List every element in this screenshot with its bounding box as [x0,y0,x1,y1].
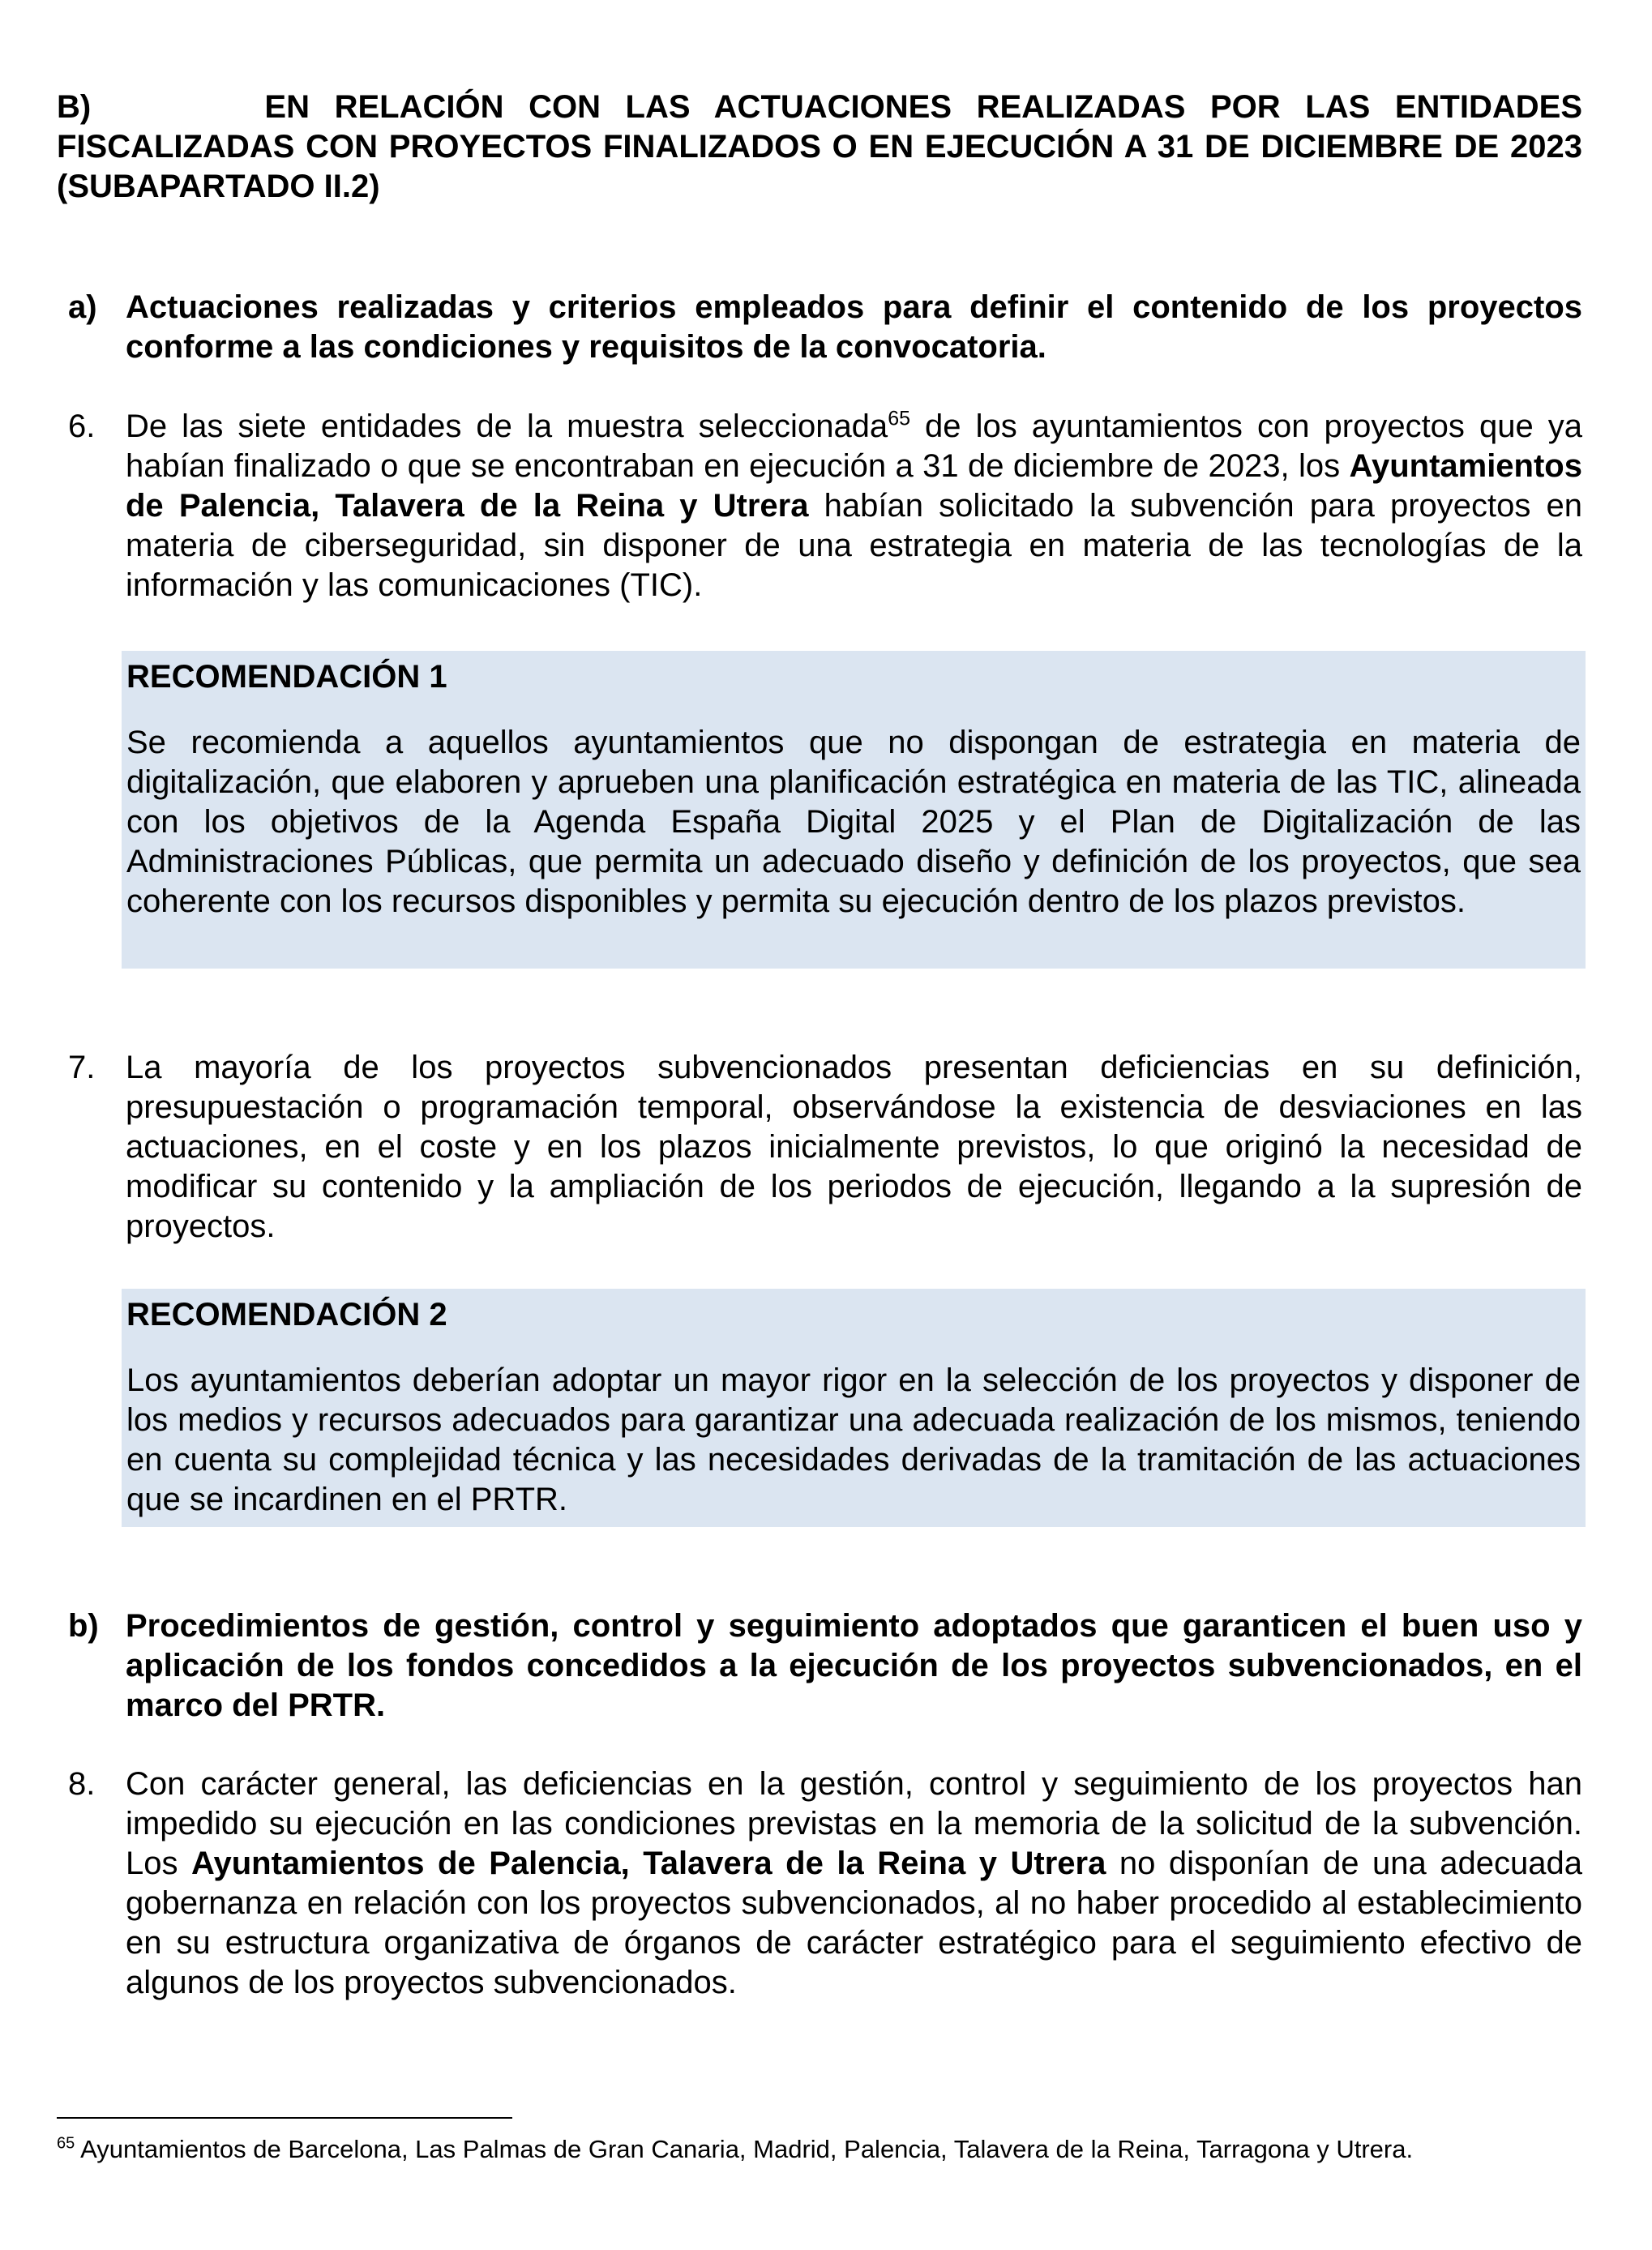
recommendation-2 [122,1289,1586,1527]
paragraph-text: habían solicitado la subvención para proyectos en materia de ciberseguridad, sin disponer de una estrategia en materia de las tecnologías de la información y las comunicaciones (TIC). [126,488,1583,603]
paragraph-bold: Ayuntamientos de Palencia, Talavera de la Reina y Utrera [126,448,1582,524]
recommendation-text: Los ayuntamientos deberían adoptar un mayor rigor en la selección de los proyectos y disponer de los medios y recursos adecuados para garantizar una adecuada realización de los mismos, teniendo en cuenta su complejidad técnica y las necesidades derivadas de la tramitación de las actuaciones que se incardinen en el PRTR. [126,1362,1581,1517]
footnote [57,2133,1589,2166]
paragraph-number: 6. [68,409,96,444]
paragraph-8 [57,1764,1582,2003]
subsection-title: Actuaciones realizadas y criterios empleados para definir el contenido de los proyectos conforme a las condiciones y requisitos de la convocatoria. [126,289,1582,365]
subsection-a [57,288,1582,367]
recommendation-1 [122,651,1586,969]
recommendation-text: Se recomienda a aquellos ayuntamientos que no dispongan de estrategia en materia de digitalización, que elaboren y aprueben una planificación estratégica en materia de las TIC, alineada con los objetivos de la Agenda España Digital 2025 y el Plan de Digitalización de las Administraciones Públicas, que permita un adecuado diseño y definición de los proyectos, que sea coherente con los recursos disponibles y permita su ejecución dentro de los plazos previstos. [126,725,1581,919]
subsection-marker: a) [68,289,97,325]
paragraph-number: 8. [68,1766,96,1802]
footnote-divider [57,2117,512,2119]
section-heading: B) EN RELACIÓN CON LAS ACTUACIONES REALIZADAS POR LAS ENTIDADES FISCALIZADAS CON PROYECTOS FINALIZADOS O EN EJECUCIÓN A 31 DE DICIEMBRE DE 2023 (SUBAPARTADO II.2) [57,89,1582,204]
paragraph-text: de los ayuntamientos con proyectos que ya habían finalizado o que se encontraban en ejecución a 31 de diciembre de 2023, los [126,409,1583,484]
paragraph-text: De las siete entidades de la muestra seleccionada [126,409,888,444]
recommendation-title: RECOMENDACIÓN 2 [126,1297,447,1332]
footnote-text: Ayuntamientos de Barcelona, Las Palmas de Gran Canaria, Madrid, Palencia, Talavera de la Reina, Tarragona y Utrera. [75,2135,1414,2163]
subsection-b [57,1606,1582,1726]
paragraph-number: 7. [68,1050,96,1085]
recommendation-title: RECOMENDACIÓN 1 [126,659,447,695]
paragraph-6 [57,407,1582,605]
subsection-title: Procedimientos de gestión, control y seguimiento adoptados que garanticen el buen uso y aplicación de los fondos concedidos a la ejecución de los proyectos subvencionados, en el marco del PRTR. [126,1608,1582,1723]
footnote-ref[interactable]: 65 [888,407,910,430]
paragraph-bold: Ayuntamientos de Palencia, Talavera de la Reina y Utrera [191,1846,1106,1881]
paragraph-text: no disponían de una adecuada gobernanza en relación con los proyectos subvencionados, al no haber procedido al establecimiento en su estructura organizativa de órganos de carácter estratégico para el seguimiento efectivo de algunos de los proyectos subvencionados. [126,1846,1582,2000]
subsection-marker: b) [68,1608,99,1644]
paragraph-text: La mayoría de los proyectos subvencionados presentan deficiencias en su definición, presupuestación o programación temporal, observándose la existencia de desviaciones en las actuaciones, en el coste y en los plazos inicialmente previstos, lo que originó la necesidad de modificar su contenido y la ampliación de los periodos de ejecución, llegando a la supresión de proyectos. [126,1050,1582,1244]
paragraph-7 [57,1048,1582,1247]
paragraph-text: Con carácter general, las deficiencias en la gestión, control y seguimiento de los proyectos han impedido su ejecución en las condiciones previstas en la memoria de la solicitud de la subvención. Los [126,1766,1582,1881]
footnote-number: 65 [57,2134,75,2153]
